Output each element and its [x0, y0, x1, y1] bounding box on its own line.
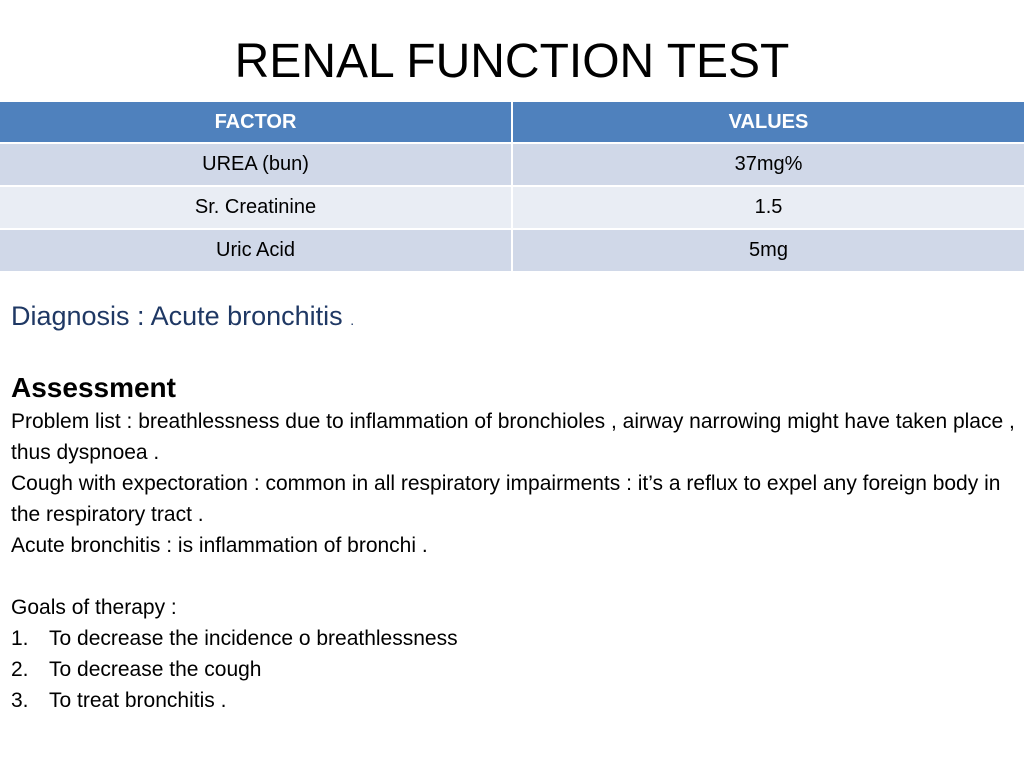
column-header-factor: FACTOR — [0, 102, 512, 143]
table-row — [0, 229, 1024, 272]
assessment-heading: Assessment — [11, 372, 176, 403]
list-number: 3. — [11, 689, 29, 712]
diagnosis-text: Diagnosis : Acute bronchitis — [11, 301, 343, 331]
factor-cell: UREA (bun) — [0, 143, 512, 186]
list-number: 2. — [11, 658, 29, 681]
table-row — [0, 143, 1024, 186]
value-cell: 1.5 — [512, 186, 1024, 229]
table-row — [0, 186, 1024, 229]
list-number: 1. — [11, 627, 29, 650]
list-text: To decrease the cough — [49, 658, 262, 681]
factor-cell: Uric Acid — [0, 229, 512, 272]
problem-list-paragraph: Problem list : breathlessness due to inflammation of bronchioles , airway narrowing might have taken place , thus dyspnoea . — [11, 410, 1015, 464]
factor-cell: Sr. Creatinine — [0, 186, 512, 229]
list-text: To decrease the incidence o breathlessness — [49, 627, 458, 650]
value-cell: 37mg% — [512, 143, 1024, 186]
assessment-section — [11, 370, 1016, 716]
diagnosis-trailing-period: . — [350, 312, 355, 328]
page-title: RENAL FUNCTION TEST — [234, 35, 790, 88]
list-text: To treat bronchitis . — [49, 689, 227, 712]
list-item — [11, 654, 1016, 685]
renal-function-table — [0, 102, 1024, 273]
bronchitis-paragraph: Acute bronchitis : is inflammation of bronchi . — [11, 534, 428, 557]
list-item — [11, 685, 1016, 716]
table-header-row — [0, 102, 1024, 143]
goals-heading: Goals of therapy : — [11, 596, 177, 619]
goals-list — [11, 623, 1016, 716]
spacer — [11, 561, 1016, 592]
list-item — [11, 623, 1016, 654]
value-cell: 5mg — [512, 229, 1024, 272]
diagnosis-line — [11, 298, 354, 338]
cough-paragraph: Cough with expectoration : common in all respiratory impairments : it’s a reflux to expel any foreign body in the respiratory tract . — [11, 472, 1001, 526]
column-header-values: VALUES — [512, 102, 1024, 143]
